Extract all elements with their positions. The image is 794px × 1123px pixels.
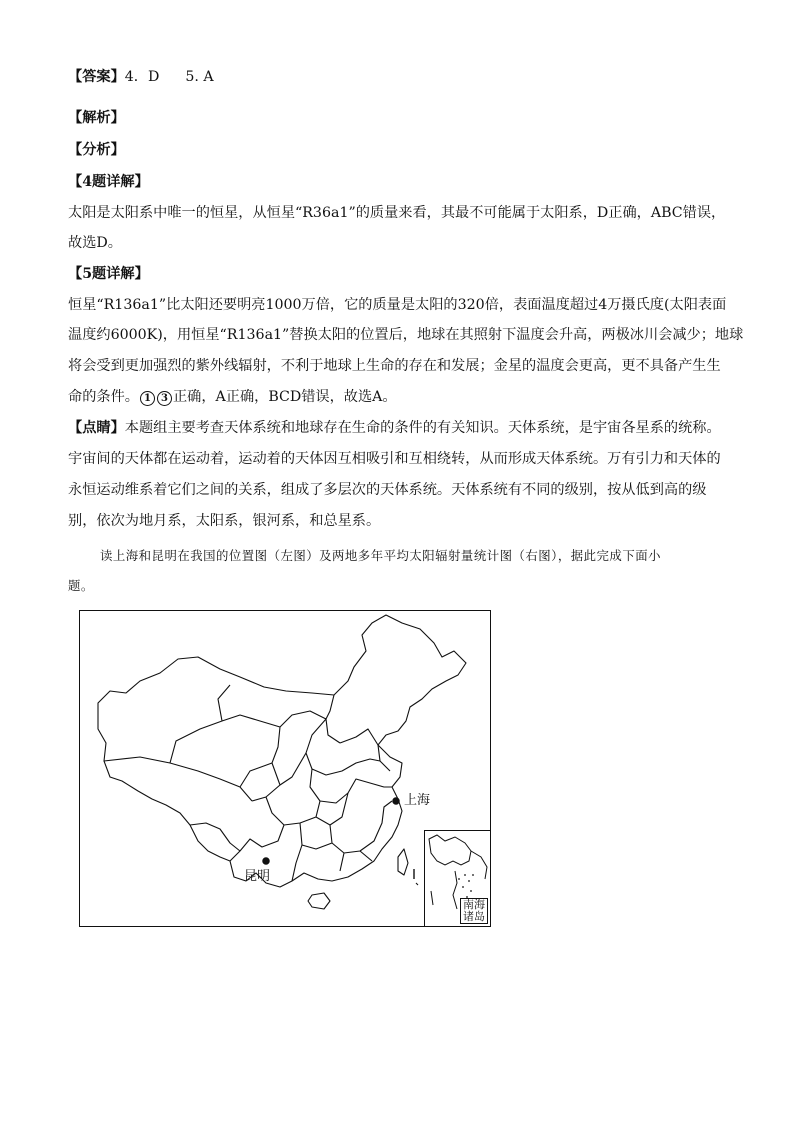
dianjing-line-4: 别，依次为地月系，太阳系，银河系，和总星系。 [68, 513, 381, 529]
circled-three: 3 [157, 391, 172, 406]
q5-detail-line-4 [68, 387, 728, 407]
intro-line-2: 题。 [68, 578, 94, 593]
kunming-label: 昆明 [244, 869, 271, 884]
q4-detail-line-2: 故选D。 [68, 235, 122, 251]
answer-q5: 5. A [185, 69, 214, 85]
circled-one: 1 [140, 391, 155, 406]
taiwan-island [398, 849, 408, 875]
answer-q4: 4．D [124, 69, 160, 85]
province-lines [104, 685, 392, 881]
china-outline [98, 615, 466, 887]
q4-detail-line-1: 太阳是太阳系中唯一的恒星，从恒星“R36a1”的质量来看，其最不可能属于太阳系，D正确，ABC错误， [68, 205, 726, 221]
answer-label: 【答案】 [68, 69, 125, 85]
shanghai-marker [393, 798, 399, 804]
south-china-sea-inset [424, 830, 490, 926]
analysis-label: 【解析】 [68, 110, 125, 126]
dianjing-line-3: 永恒运动维系着它们之间的关系，组成了多层次的天体系统。天体系统有不同的级别，按从低到高的级 [68, 482, 707, 498]
q5-detail-line-2: 温度约6000K)，用恒星“R136a1”替换太阳的位置后，地球在其照射下温度会升高，两极冰川会减少；地球 [68, 327, 744, 343]
inset-label: 南海诸岛 [460, 898, 488, 924]
q5-detail-line-1: 恒星“R136a1”比太阳还要明亮1000万倍，它的质量是太阳的320倍，表面温度超过4万摄氏度(太阳表面 [68, 297, 727, 313]
hainan-island [308, 893, 330, 909]
dianjing-first-rest: 本题组主要考查天体系统和地球存在生命的条件的有关知识。天体系统，是宇宙各星系的统称。 [124, 420, 721, 436]
dianjing-line-2: 宇宙间的天体都在运动着，运动着的天体因互相吸引和互相绕转，从而形成天体系统。万有引力和天体的 [68, 451, 721, 467]
q5-detail-line-3: 将会受到更加强烈的紫外线辐射，不利于地球上生命的存在和发展；金星的温度会更高，更不具备产生生 [68, 358, 721, 374]
dianjing-line-1 [68, 418, 728, 438]
shanghai-label: 上海 [404, 793, 431, 808]
q4-detail-label: 【4题详解】 [68, 174, 149, 190]
answer-line [68, 67, 728, 87]
intro-line-1: 读上海和昆明在我国的位置图（左图）及两地多年平均太阳辐射量统计图（右图），据此完成下面小 [100, 548, 661, 563]
q5-detail-label: 【5题详解】 [68, 266, 149, 282]
q5-last-prefix: 命的条件。 [68, 389, 139, 405]
q5-last-suffix: 正确，A正确，BCD错误，故选A。 [172, 389, 397, 405]
fenxi-label: 【分析】 [68, 142, 125, 158]
dianjing-label: 【点睛】 [68, 420, 125, 436]
kunming-marker [263, 858, 269, 864]
